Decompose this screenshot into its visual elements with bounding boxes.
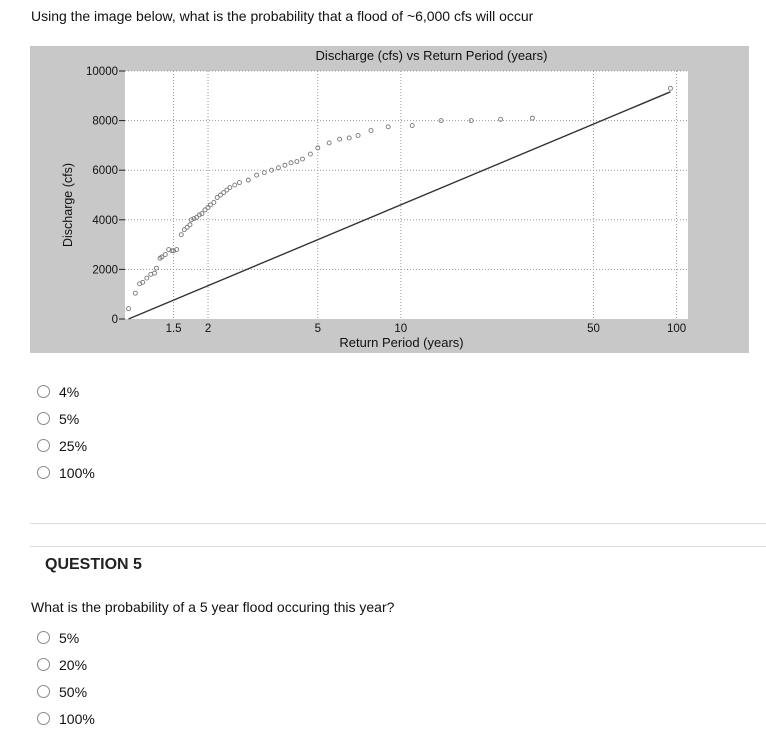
question-5-option-4[interactable]	[37, 705, 95, 732]
y-tick-label: 10000	[86, 66, 118, 78]
plot-area	[125, 71, 688, 319]
question-4-option-2[interactable]	[37, 405, 95, 432]
y-tick-label: 2000	[92, 264, 118, 277]
y-tick-label: 8000	[92, 115, 118, 128]
x-tick-label: 5	[314, 323, 321, 335]
radio-button[interactable]	[37, 385, 50, 398]
option-label: 100%	[59, 464, 95, 481]
divider	[30, 546, 766, 547]
option-label: 100%	[59, 710, 95, 727]
chart-figure	[30, 46, 749, 353]
discharge-return-period-chart	[30, 46, 749, 353]
option-label: 25%	[59, 437, 88, 454]
radio-button[interactable]	[37, 412, 50, 425]
question-4-option-1[interactable]	[37, 378, 95, 405]
y-tick-label: 6000	[92, 165, 118, 178]
question-4-text: Using the image below, what is the probability that a flood of ~6,000 cfs will occur	[31, 8, 534, 24]
radio-button[interactable]	[37, 685, 50, 698]
radio-button[interactable]	[37, 658, 50, 671]
option-label: 5%	[59, 629, 80, 646]
x-axis-label: Return Period (years)	[339, 335, 464, 350]
radio-button[interactable]	[37, 631, 50, 644]
radio-button[interactable]	[37, 466, 50, 479]
question-5-text: What is the probability of a 5 year flood occuring this year?	[31, 599, 395, 615]
x-tick-label: 100	[666, 323, 687, 335]
divider	[30, 523, 766, 524]
radio-button[interactable]	[37, 439, 50, 452]
y-tick-label: 0	[111, 314, 118, 326]
option-label: 50%	[59, 683, 88, 700]
chart-title: Discharge (cfs) vs Return Period (years)	[315, 48, 548, 63]
question-5-heading: QUESTION 5	[45, 556, 142, 573]
option-label: 20%	[59, 656, 88, 673]
y-axis-label: Discharge (cfs)	[61, 162, 75, 248]
question-5-option-1[interactable]	[37, 624, 95, 651]
question-4-option-3[interactable]	[37, 432, 95, 459]
x-tick-label: 50	[587, 323, 600, 335]
question-4-option-4[interactable]	[37, 459, 95, 486]
question-4-options	[37, 378, 95, 486]
x-tick-label: 2	[204, 323, 212, 335]
y-tick-label: 4000	[92, 214, 118, 227]
x-tick-label: 10	[394, 323, 408, 335]
question-5-options	[37, 624, 95, 732]
radio-button[interactable]	[37, 712, 50, 725]
question-5-option-3[interactable]	[37, 678, 95, 705]
option-label: 5%	[59, 410, 80, 427]
x-tick-label: 1.5	[165, 323, 182, 335]
option-label: 4%	[59, 383, 80, 400]
question-5-option-2[interactable]	[37, 651, 95, 678]
